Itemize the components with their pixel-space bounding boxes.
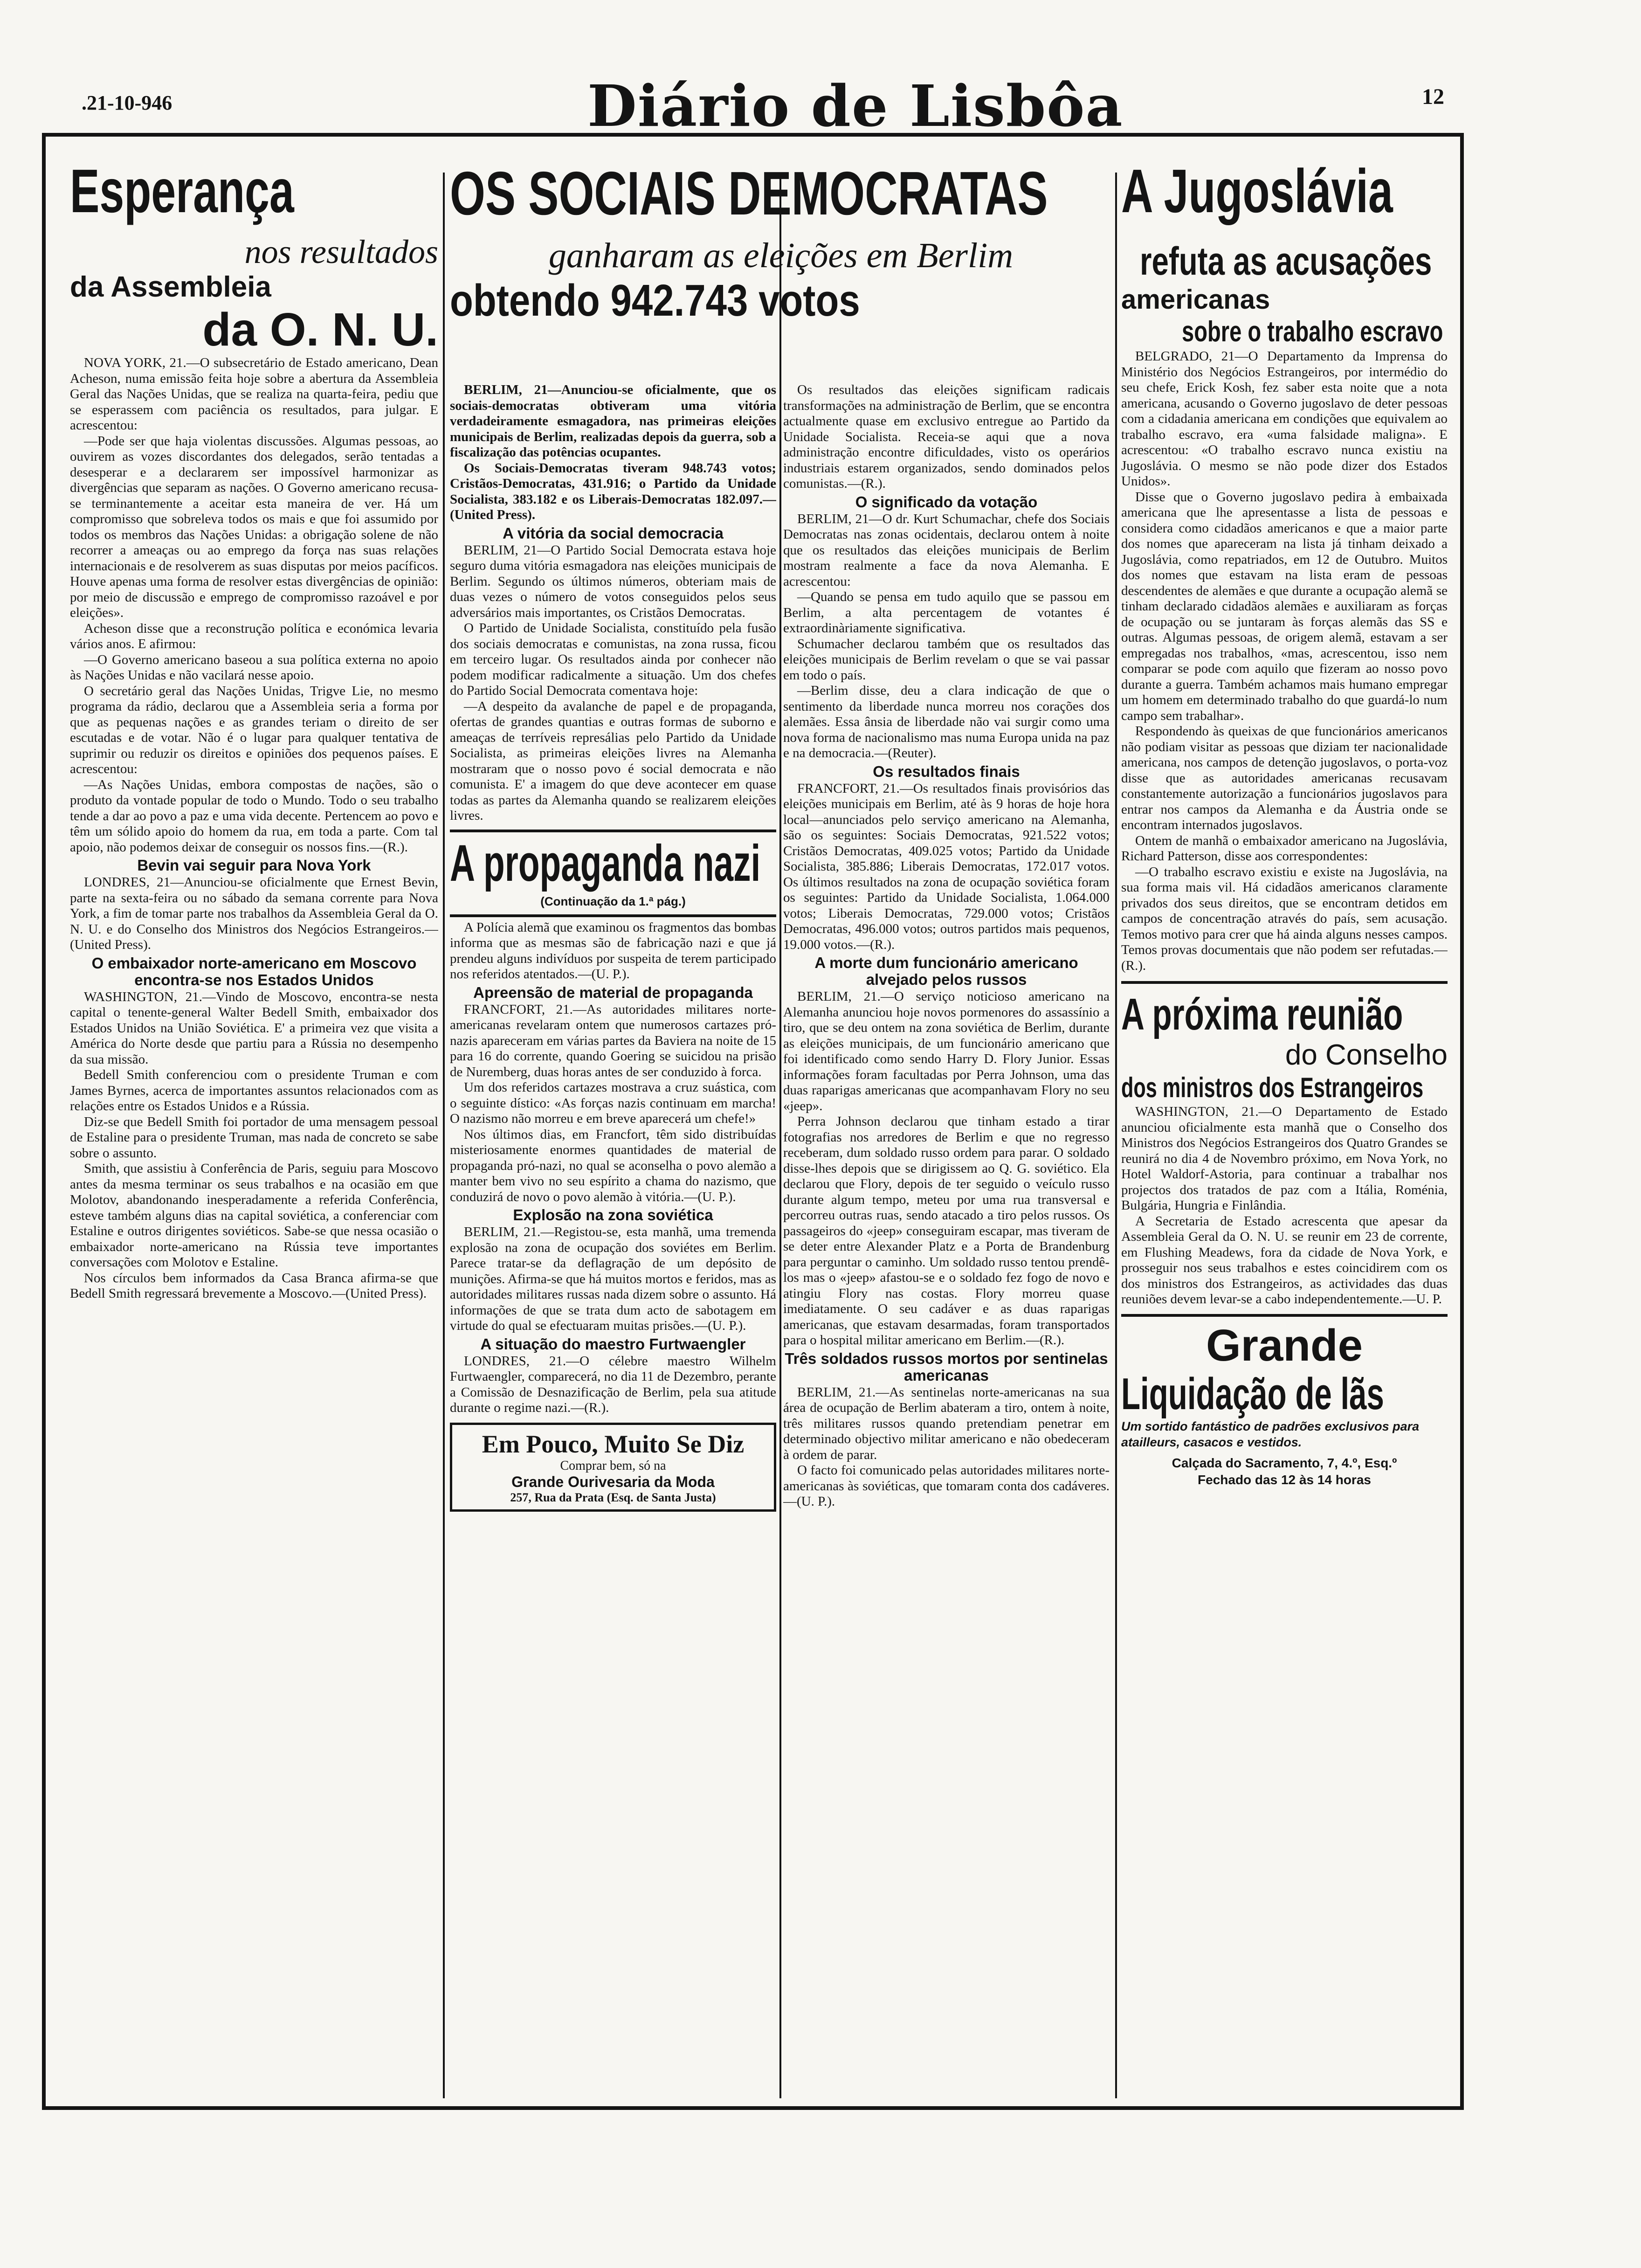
paragraph: —Pode ser que haja violentas discussões. Algumas pessoas, ao ouvirem as vozes discordantes dos delegados, serão tentadas a desesperar e a declararem ser impossível harmonizar as divergências que separam as nações. O Governo americano recusa-se terminantemente a aceitar esta maneira de ver. Há um compromisso que sobreleva todos os mais e que foi assumido por todos os membros das Nações Unidas: a obrigação solene de não recorrer a ameaças ou ao emprego da força nas suas relações internacionais e de resolverem as suas disputas por meios pacíficos. Houve apenas uma forma de resolver estas divergências de opinião: por meio de discussão e emprego de compromisso razoável e por eleições». [70,433,438,620]
article-body [1121,1104,1448,1307]
paragraph: WASHINGTON, 21.—O Departamento de Estado anunciou oficialmente esta manhã que o Conselho dos Ministros dos Negócios Estrangeiros dos Quatro Grandes se reunirá no dia 4 de Novembro próximo, em Nova York, no Hotel Waldorf-Astoria, para continuar a trabalhar nos projectos dos tratados de paz com a Itália, Roménia, Bulgária, Hungria e Finlândia. [1121,1104,1448,1213]
paragraph: Perra Johnson declarou que tinham estado a tirar fotografias nos arredores de Berlim e que no regresso receberam, dum soldado russo ordem para parar. O soldado disse-lhes depois que se dirigissem ao Q. G. soviético. Ela declarou que Flory, depois de ter seguido o veículo russo durante algum tempo, meteu por uma rua transversal e percorreu outras ruas, sendo atacado a tiro pelos russos. Os passageiros do «jeep» conseguiram escapar, mas tiveram de se deter entre Alexander Platz e a Porta de Brandenburg para perguntar o caminho. Um soldado russo tentou prendê-los mas o «jeep» afastou-se e o soldado fez fogo de novo e atingiu Flory nas costas. Flory morreu quase imediatamente. O seu cadáver e as duas raparigas americanas, que estavam desarmadas, foram transportados para o hospital militar americano em Berlim.—(R.). [783,1114,1110,1348]
paragraph: —Berlim disse, deu a clara indicação de que o sentimento da liberdade nunca morreu nos corações dos alemães. Essa ânsia de liberdade não vai surgir como uma nova forma de nacionalismo mas numa Europa unida na paz e na democracia.—(Reuter). [783,683,1110,761]
article-body [450,920,776,1416]
paragraph: WASHINGTON, 21.—Vindo de Moscovo, encontra-se nesta capital o tenente-general Walter Bedell Smith, embaixador dos Estados Unidos na União Soviética. E' a primeira vez que visita a América do Norte desde que partiu para a Rússia no desempenho da sua missão. [70,989,438,1067]
article-body [783,382,1110,1510]
paragraph: BELGRADO, 21—O Departamento da Imprensa do Ministério dos Negócios Estrangeiros, por intermédio do seu chefe, Erick Kosh, fez saber esta noite que a nota americana, acusando o Governo jugoslavo de deter pessoas com a cidadania americana em condições que equivalem ao trabalho escravo, era «uma falsidade maligna». E acrescentou: «O trabalho escravo nunca existiu na Jugoslávia. O mesmo se não pode dizer dos Estados Unidos». [1121,349,1448,489]
paragraph: Disse que o Governo jugoslavo pedira à embaixada americana que lhe apresentasse a lista de pessoas e considera como cidadãos americanos e que a maior parte dos nomes que apareceram na lista já tinham deixado a Jugoslávia, como repatriados, em 12 de Outubro. Muitos dos nomes que estavam na lista eram de pessoas descendentes de alemães e que durante a ocupação alemã se tinham declarado cidadãos alemães e auxiliaram as forças de ocupação ou se juntaram às forças alemãs das SS e outras. Algumas pessoas, de origem alemã, estavam a ser empregadas nos trabalhos, «mas, acrescentou, isso nem comparar se pode com aquilo que fizeram ao nosso povo durante a guerra. Também achamos mais humano empregar um homem em determinado trabalho do que guardá-lo num campo sem trabalhar». [1121,489,1448,723]
paragraph: NOVA YORK, 21.—O subsecretário de Estado americano, Dean Acheson, numa emissão feita hoje sobre a abertura da Assembleia Geral das Nações Unidas, que se realiza na quarta-feira, pediu que se esperassem com paciência os resultados, para julgar. E acrescentou: [70,355,438,433]
article-proxima-reuniao [1121,981,1448,1307]
paragraph: BERLIM, 21.—O serviço noticioso americano na Alemanha anunciou hoje novos pormenores do assassínio a tiro, que se deu ontem na zona soviética de Berlim, durante as eleições municipais, de um funcionário americano que foi identificado como sendo Harry D. Flory Junior. Essas informações foram facultadas por Perra Johnson, uma das duas raparigas americanas que acompanhavam Flory no seu «jeep». [783,989,1110,1113]
paragraph: Respondendo às queixas de que funcionários americanos não podiam visitar as pessoas que diziam ter nacionalidade americana, nos campos de detenção jugoslavos, o porta-voz disse que as autoridades americanas recusavam constantemente autorização a funcionários jugoslavos para entrar nos campos da Alemanha e da Áustria onde se encontram internados jugoslavos. [1121,724,1448,832]
paragraph: Smith, que assistiu à Conferência de Paris, seguiu para Moscovo antes da mesma terminar os seus trabalhos e na ocasião em que Molotov, abandonando inesperadamente a referida Conferência, esteve também alguns dias na capital soviética, a conferenciar com Estaline e outros dirigentes soviéticos. Sabe-se que nessa ocasião o embaixador norte-americano na Rússia teve importantes conversações com Molotov e Estaline. [70,1161,438,1270]
paragraph: BERLIM, 21.—As sentinelas norte-americanas na sua área de ocupação de Berlim abateram a tiro, ontem à noite, três militares russos quando pretendiam penetrar em determinado objectivo militar americano e não obedeceram à ordem de parar. [783,1384,1110,1462]
paragraph: LONDRES, 21.—O célebre maestro Wilhelm Furtwaengler, comparecerá, no dia 11 de Dezembro, perante a Comissão de Desnazificação de Berlim, pela sua atitude durante o regime nazi.—(R.). [450,1353,776,1415]
page-number: 12 [1422,84,1444,109]
continuation-note: (Continuação da 1.ª pág.) [540,894,686,908]
paragraph: BERLIM, 21—Anunciou-se oficialmente, que os sociais-democratas obtiveram uma vitória verdadeiramente esmagadora, nas primeiras eleições municipais de Berlim, realizadas depois da guerra, sob a fiscalização das potências ocupantes. [450,382,776,460]
ad-address: Calçada do Sacramento, 7, 4.º, Esq.º [1172,1455,1397,1470]
paragraph: Os resultados das eleições significam radicais transformações na administração de Berlim, que se encontra actualmente quase em exclusivo entregue ao Partido da Unidade Socialista. Receia-se aqui que a nova administração encontre dificuldades, visto os operários industriais estarem organizados, sendo dominados pelos comunistas.—(R.). [783,382,1110,491]
subheadline: refuta as acusações [1140,239,1432,283]
section-heading: Três soldados russos mortos por sentinelas americanas [785,1349,1108,1384]
subheadline: obtendo 942.743 votos [450,276,860,325]
paragraph: —A despeito da avalanche de papel e de propaganda, ofertas de grandes quantias e outras formas de suborno e ameaças de terríveis represálias pelo Partido da Unidade Socialista, as primeiras eleições livres na Alemanha mostraram que o nosso povo é social democrata e não comunista. E' a imagem do que deve acontecer em quase todas as partes da Alemanha quando se realizarem eleições livres. [450,698,776,823]
paragraph: Ontem de manhã o embaixador americano na Jugoslávia, Richard Patterson, disse aos correspondentes: [1121,833,1448,864]
section-heading: A morte dum funcionário americano alvejado pelos russos [814,954,1078,988]
section-heading: Os resultados finais [873,762,1020,780]
article-body [450,382,776,824]
subheadline: ganharam as eleições em Berlim [548,236,1014,275]
article-propaganda-nazi [450,830,776,917]
ad-text: Um sortido fantástico de padrões exclusivos para atailleurs, casacos e vestidos. [1121,1419,1420,1449]
section-heading: Bevin vai seguir para Nova York [137,857,371,874]
paragraph: Um dos referidos cartazes mostrava a cruz suástica, com o seguinte dístico: «As forças nazis continuam em marcha! O nazismo não morreu e em breve aparecerá um chefe!» [450,1080,776,1126]
paragraph: BERLIM, 21—O dr. Kurt Schumachar, chefe dos Sociais Democratas nas zonas ocidentais, declarou ontem à noite que os resultados das eleições municipais de Berlim mostram realmente a face da nova Alemanha. E acrescentou: [783,511,1110,589]
headline-sociais-democratas: OS SOCIAIS DEMOCRATAS [450,161,1048,228]
ad-address: 257, Rua da Prata (Esq. de Santa Justa) [510,1490,716,1504]
ad-title: Grande [1206,1320,1363,1370]
paragraph: Acheson disse que a reconstrução política e económica levaria vários anos. E afirmou: [70,621,438,651]
issue-date: .21-10-946 [82,91,172,114]
subheadline: dos ministros dos Estrangeiros [1121,1072,1424,1103]
ad-shop-name: Grande Ourivesaria da Moda [511,1473,715,1490]
paragraph: BERLIM, 21—O Partido Social Democrata estava hoje seguro duma vitória esmagadora nas eleições municipais de Berlim. Segundo os últimos números, obteriam mais de duas vezes o número de votos conseguidos pelos seus adversários mais importantes, os Cristãos Democratas. [450,542,776,620]
paragraph: LONDRES, 21—Anunciou-se oficialmente que Ernest Bevin, parte na sexta-feira ou no sábado da semana corrente para Nova York, a fim de tomar parte nos trabalhos da Assembleia Geral da O. N. U. e do Conselho dos Ministros dos Negócios Estrangeiros.—(United Press). [70,875,438,952]
ad-text: Comprar bem, só na [560,1458,666,1473]
subheadline: da Assembleia [70,271,271,303]
paragraph: Os Sociais-Democratas tiveram 948.743 votos; Cristãos-Democratas, 431.916; o Partido da Unidade Socialista, 383.182 e os Liberais-Democratas 182.097.—(United Press). [450,460,776,522]
article-jugoslavia [1121,159,1448,2098]
paragraph: O secretário geral das Nações Unidas, Trigve Lie, no mesmo programa da rádio, declarou que a Assembleia seria a forma por que as pequenas nações e as grandes teriam o direito de ser escutadas e de votar. Não é o lugar para qualquer tentativa de suprimir ou reduzir os direitos e opiniões dos pequenos países. E acrescentou: [70,683,438,776]
paragraph: BERLIM, 21.—Registou-se, esta manhã, uma tremenda explosão na zona de ocupação dos soviétes em Berlim. Parece tratar-se da deflagração de um depósito de munições. Afirma-se que há muitos mortos e feridos, mas as autoridades militares russas nada dizem sobre o assunto. Há informações de que se trata dum acto de sabotagem em virtude do qual se efectuaram muitas prisões.—(U. P.). [450,1224,776,1333]
paragraph: A Secretaria de Estado acrescenta que apesar da Assembleia Geral da O. N. U. se reunir em 23 de corrente, em Flushing Meadews, fora da cidade de Nova York, e prosseguir nos seus trabalhos e estes coincidirem com os dos ministros dos Estrangeiros, as actividades das duas reuniões devem levar-se a cabo independentemente.—U. P. [1121,1213,1448,1307]
paragraph: —As Nações Unidas, embora compostas de nações, são o produto da vontade popular de todo o Mundo. Todo o seu trabalho tende a dar ao povo a paz e uma vida decente. Pertencem ao povo e têm um sólido apoio do homem da rua, em toda a parte. Com tal apoio, não podemos deixar de conseguir os nossos fins.—(R.). [70,777,438,855]
column-2 [450,382,776,2108]
advertisement-liquidacao [1121,1314,1448,1488]
section-heading: O embaixador norte-americano em Moscovo encontra-se nos Estados Unidos [91,954,417,989]
article-berlim-header [450,161,1112,325]
column-3 [783,382,1110,2108]
column-rule [443,173,445,2098]
paragraph: A Polícia alemã que examinou os fragmentos das bombas informa que as mesmas são de fabricação nazi e que já prendeu alguns indivíduos por suspeita de terem participado nos referidos atentados.—(U. P.). [450,920,776,982]
subheadline: sobre o trabalho escravo [1182,316,1443,348]
ad-title: Liquidação de lãs [1121,1369,1384,1419]
article-body [70,355,438,1302]
paragraph: Nos últimos dias, em Francfort, têm sido distribuídas misteriosamente enormes quantidades de material de propaganda pró-nazi, no qual se aconselha o povo alemão a manter bem vivo no seu espírito a chama do nazismo, que conduzirá de novo o povo alemão à vitória.—(U. P.). [450,1127,776,1204]
paragraph: FRANCFORT, 21.—Os resultados finais provisórios das eleições municipais em Berlim, até às 9 horas de hoje hora local—anunciados pelo serviço americano na Alemanha, são os seguintes: Sociais Democratas, 921.522 votos; Cristãos Democratas, 409.025 votos; Partido da Unidade Socialista, 385.886; Liberais Democratas, 172.017 votos. Os últimos resultados na zona de ocupação soviética foram os seguintes: Partido da Unidade Socialista, 1.064.000 votos; Liberais Democratas, 729.000 votos; Cristãos Democratas, 496.000 votos; outros partidos mais pequenos, 19.000 votos.—(R.). [783,781,1110,952]
paragraph: —O Governo americano baseou a sua política externa no apoio às Nações Unidas e não vacilará nesse apoio. [70,652,438,683]
headline-proxima-reuniao: A próxima reunião [1121,989,1403,1039]
paragraph: —Quando se pensa em tudo aquilo que se passou em Berlim, a alta percentagem de votantes é extraordinàriamente significativa. [783,589,1110,636]
ad-hours: Fechado das 12 às 14 horas [1198,1472,1371,1487]
article-body [1121,349,1448,974]
paragraph: Nos círculos bem informados da Casa Branca afirma-se que Bedell Smith regressará brevemente a Moscovo.—(United Press). [70,1270,438,1301]
newspaper-title: Diário de Lisbôa [587,72,1124,139]
headline-esperanca: Esperança [70,159,294,225]
paragraph: Diz-se que Bedell Smith foi portador de uma mensagem pessoal de Estaline para o presidente Truman, mas nada de concreto se sabe sobre o assunto. [70,1114,438,1161]
section-heading: A situação do maestro Furtwaengler [480,1335,746,1353]
column-rule [779,173,781,2098]
headline-propaganda-nazi: A propaganda nazi [450,834,761,892]
section-heading: A vitória da social democracia [503,524,724,542]
advertisement-ourivesaria [450,1423,776,1512]
subheadline: americanas [1121,284,1270,315]
subheadline: nos resultados [244,233,438,270]
paragraph: FRANCFORT, 21.—As autoridades militares norte-americanas revelaram ontem que numerosos cartazes pró-nazis apareceram em várias partes da Baviera na noite de 15 para 16 do corrente, quando Goering se suicidou na prisão de Nuremberg, duas horas antes de ser conduzido à forca. [450,1002,776,1079]
paragraph: —O trabalho escravo existiu e existe na Jugoslávia, na sua forma mais vil. Há cidadãos americanos claramente privados dos seus direitos, que se encontram detidos em campos de concentração através do país, sem acusação. Temos motivo para crer que há ainda alguns nesses campos. Temos provas documentais que não podem ser refutadas.—(R.). [1121,864,1448,973]
section-heading: Apreensão de material de propaganda [473,983,753,1001]
column-rule [1115,173,1117,2098]
section-heading: O significado da votação [855,493,1038,511]
subheadline: da O. N. U. [202,304,438,356]
ad-title: Em Pouco, Muito Se Diz [482,1430,745,1458]
article-esperanca [70,159,438,2098]
paragraph: Schumacher declarou também que os resultados das eleições municipais de Berlim revelam o que se vai passar em todo o país. [783,636,1110,683]
paragraph: O facto foi comunicado pelas autoridades militares norte-americanas às soviéticas, que tomaram conta dos cadáveres.—(U. P.). [783,1463,1110,1509]
subheadline: do Conselho [1285,1039,1448,1071]
paragraph: Bedell Smith conferenciou com o presidente Truman e com James Byrnes, acerca de importantes assuntos relacionados com as relações entre os Estados Unidos e a Rússia. [70,1067,438,1113]
headline-jugoslavia: A Jugoslávia [1121,159,1393,225]
paragraph: O Partido de Unidade Socialista, constituído pela fusão dos sociais democratas e comunistas, na zona russa, ficou em terceiro lugar. Os resultados ainda por conhecer não podem modificar radicalmente a situação. Um dos chefes do Partido Social Democrata comentava hoje: [450,621,776,698]
section-heading: Explosão na zona soviética [513,1206,713,1224]
